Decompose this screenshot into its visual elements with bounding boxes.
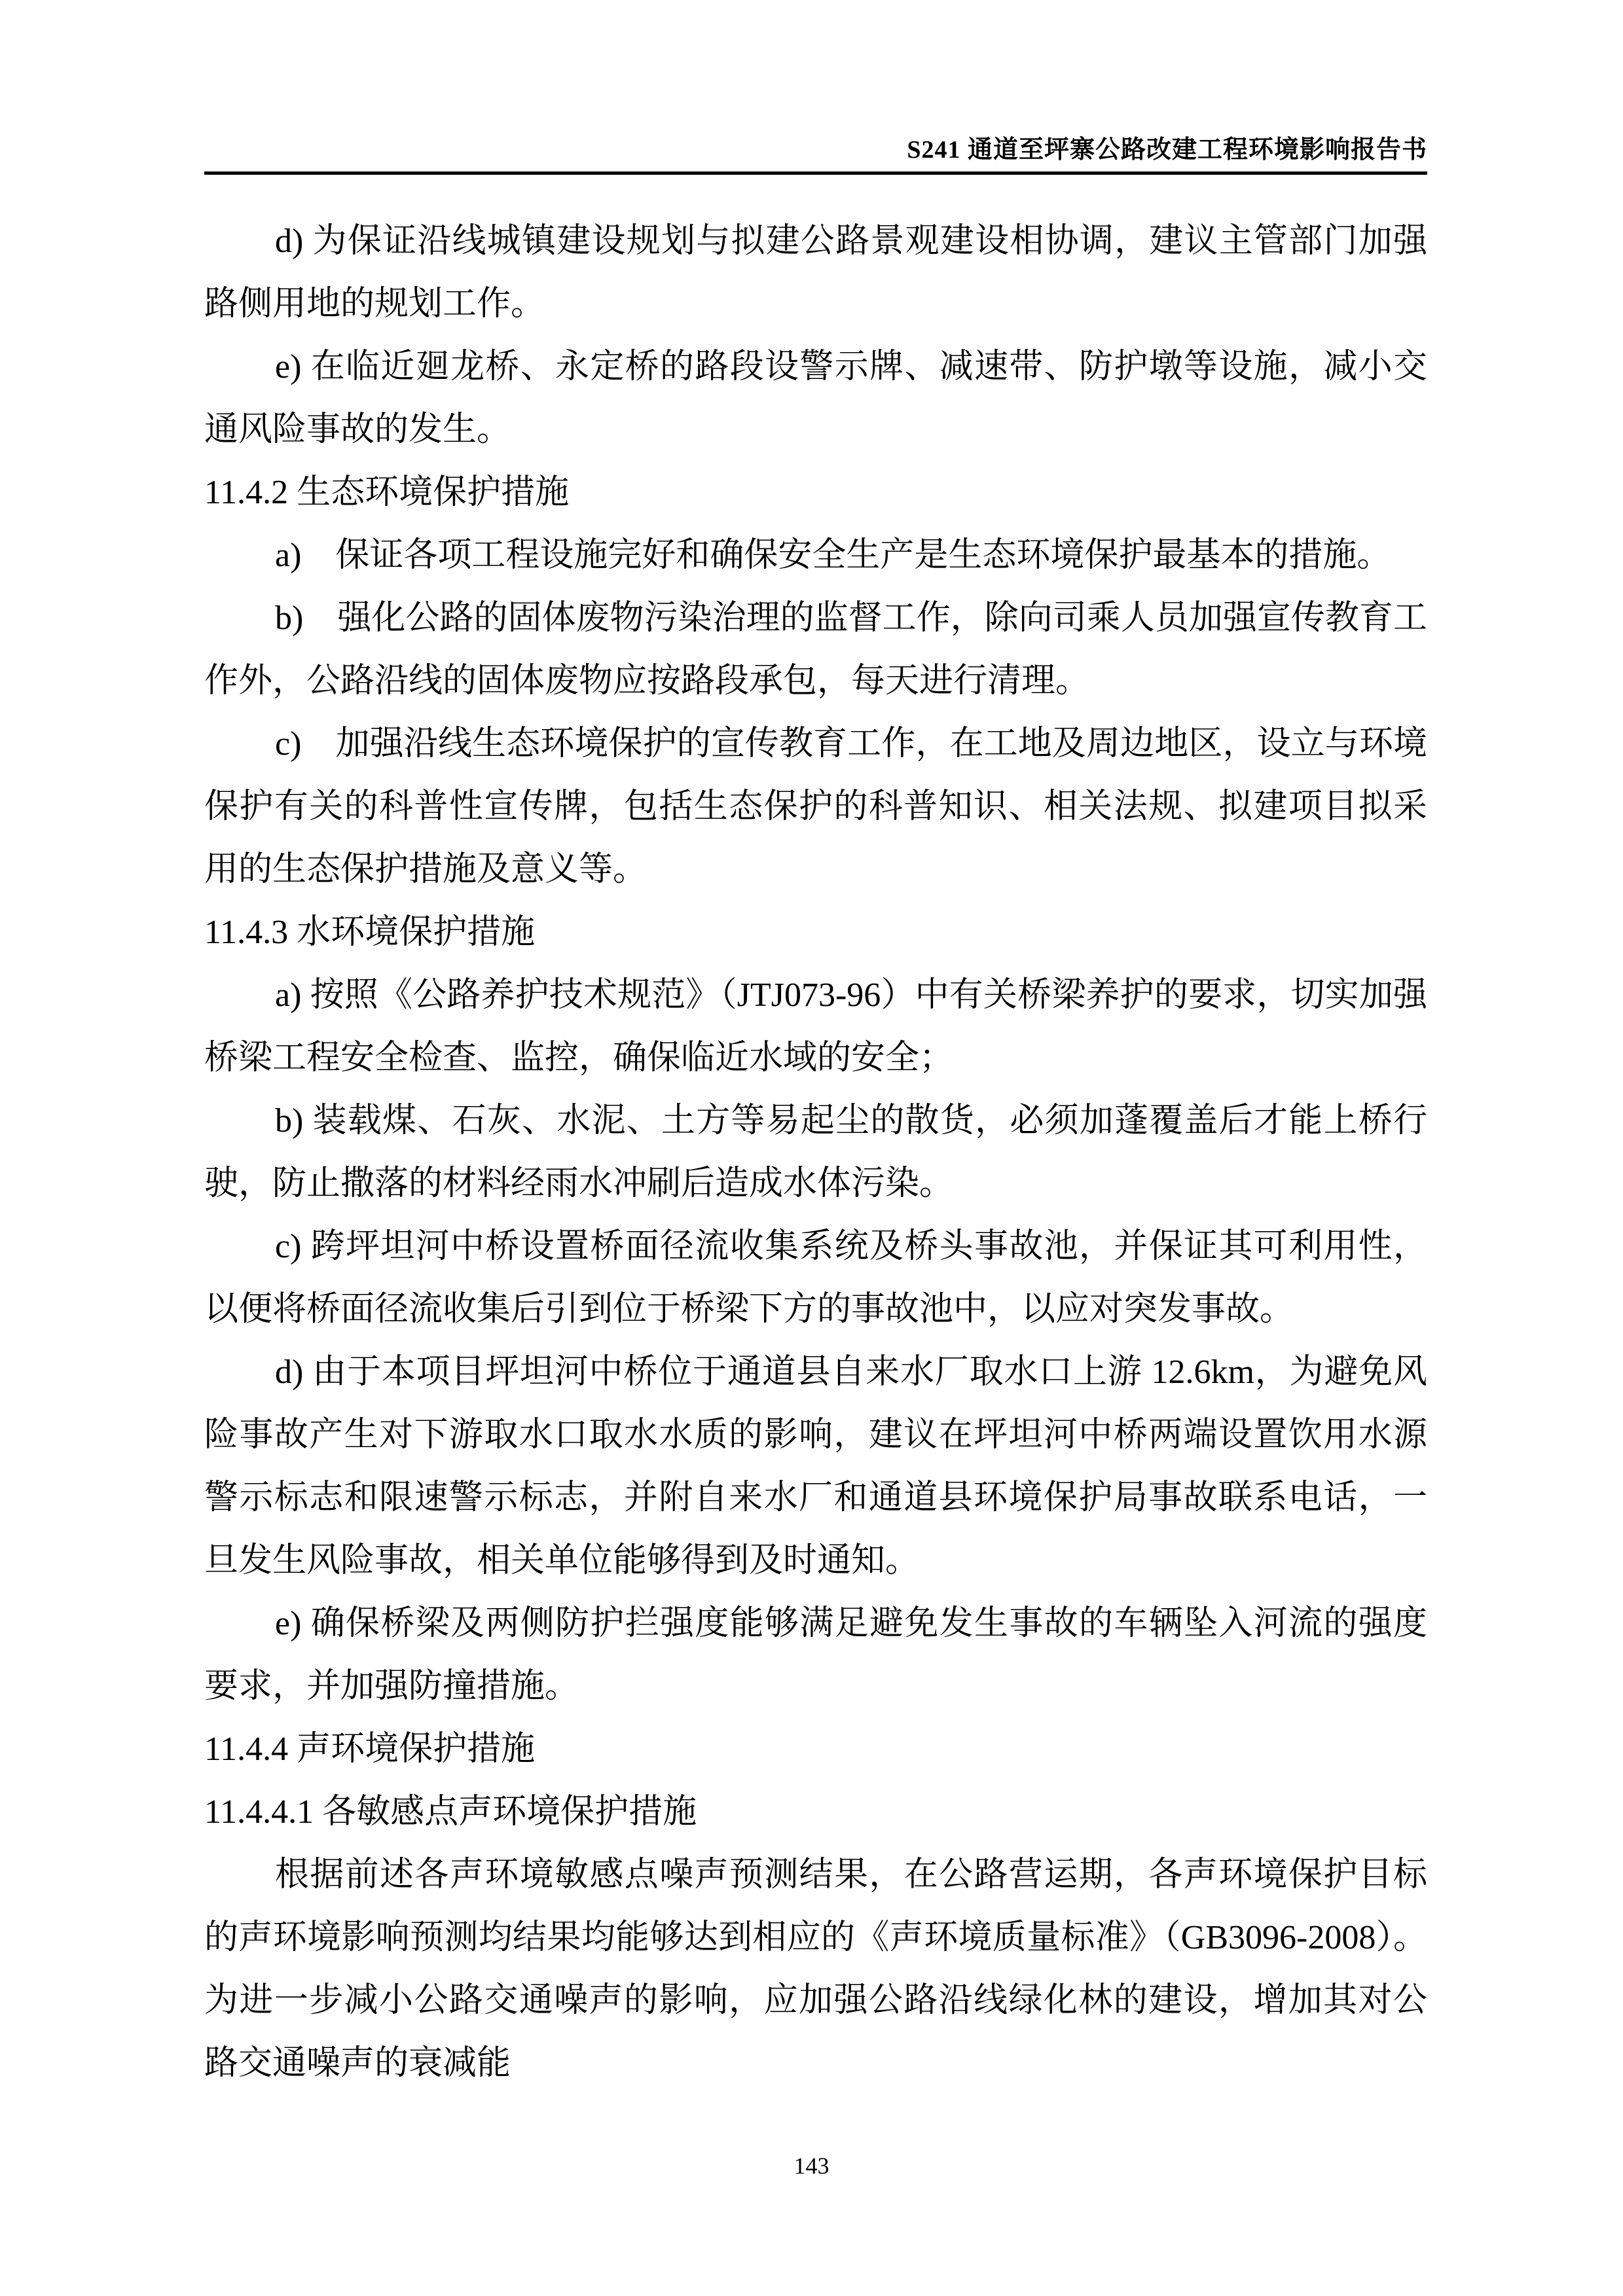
- page-header: [204, 135, 1427, 165]
- paragraph-item-b2: b) 强化公路的固体废物污染治理的监督工作，除向司乘人员加强宣传教育工作外，公路沿线的固体废物应按路段承包，每天进行清理。: [204, 600, 1427, 700]
- document-body: [204, 210, 1427, 2095]
- paragraph-noise-summary: 根据前述各声环境敏感点噪声预测结果，在公路营运期，各声环境保护目标的声环境影响预测均结果均能够达到相应的《声环境质量标准》（GB3096-2008）。为进一步减小公路交通噪声的影响，应加强公路沿线绿化林的建设，增加其对公路交通噪声的衰减能: [204, 1856, 1427, 2082]
- section-heading-11-4-3: 11.4.3 水环境保护措施: [204, 914, 536, 951]
- text-column: [204, 0, 1427, 2095]
- paragraph-item-d3: d) 由于本项目坪坦河中桥位于通道县自来水厂取水口上游 12.6km，为避免风险事故产生对下游取水口取水水质的影响，建议在坪坦河中桥两端设置饮用水源警示标志和限速警示标志，并附自来水厂和通道县环境保护局事故联系电话，一旦发生风险事故，相关单位能够得到及时通知。: [204, 1354, 1427, 1579]
- paragraph-item-c3: c) 跨坪坦河中桥设置桥面径流收集系统及桥头事故池，并保证其可利用性，以便将桥面径流收集后引到位于桥梁下方的事故池中，以应对突发事故。: [204, 1228, 1427, 1328]
- paragraph-item-a2: a) 保证各项工程设施完好和确保安全生产是生态环境保护最基本的措施。: [275, 537, 1391, 574]
- section-heading-11-4-4-1: 11.4.4.1 各敏感点声环境保护措施: [204, 1793, 697, 1831]
- section-heading-11-4-2: 11.4.2 生态环境保护措施: [204, 474, 570, 511]
- paragraph-item-a3: a) 按照《公路养护技术规范》（JTJ073-96）中有关桥梁养护的要求，切实加强桥梁工程安全检查、监控，确保临近水域的安全；: [204, 977, 1427, 1077]
- paragraph-item-c2: c) 加强沿线生态环境保护的宣传教育工作，在工地及周边地区，设立与环境保护有关的科普性宣传牌，包括生态保护的科普知识、相关法规、拟建项目拟采用的生态保护措施及意义等。: [204, 725, 1427, 888]
- header-rule: [204, 171, 1427, 175]
- section-heading-11-4-4: 11.4.4 声环境保护措施: [204, 1731, 536, 1768]
- header-title: S241 通道至坪寨公路改建工程环境影响报告书: [907, 136, 1427, 164]
- paragraph-item-b3: b) 装载煤、石灰、水泥、土方等易起尘的散货，必须加蓬覆盖后才能上桥行驶，防止撒落的材料经雨水冲刷后造成水体污染。: [204, 1102, 1427, 1202]
- paragraph-item-e1: e) 在临近廻龙桥、永定桥的路段设警示牌、减速带、防护墩等设施，减小交通风险事故的发生。: [204, 348, 1427, 448]
- paragraph-item-e3: e) 确保桥梁及两侧防护拦强度能够满足避免发生事故的车辆坠入河流的强度要求，并加强防撞措施。: [204, 1605, 1427, 1705]
- paragraph-item-d1: d) 为保证沿线城镇建设规划与拟建公路景观建设相协调，建议主管部门加强路侧用地的规划工作。: [204, 223, 1427, 323]
- page-number: 143: [793, 2153, 830, 2179]
